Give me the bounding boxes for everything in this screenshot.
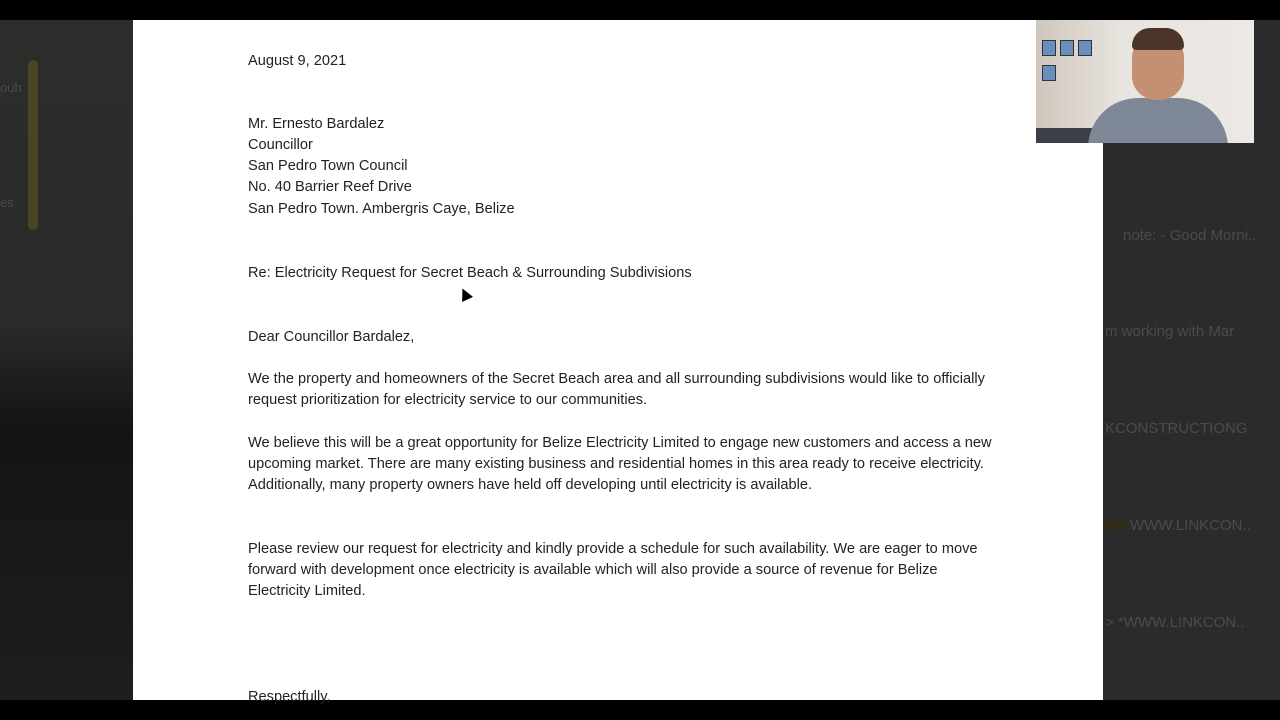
background-list-item: KCONSTRUCTIONG — [1105, 420, 1248, 437]
letter-paragraph: Please review our request for electricity and kindly provide a schedule for such availability. We are eager to move forward with development once electricity is available which will also provide a source of revenue for Belize Electricity Limited. — [248, 541, 978, 600]
recipient-title: Councillor — [248, 137, 313, 153]
letter-salutation: Dear Councillor Bardalez, — [248, 329, 415, 345]
presenter-hair-image — [1132, 28, 1184, 50]
recipient-name: Mr. Ernesto Bardalez — [248, 116, 385, 132]
background-text: ouh — [0, 80, 22, 95]
background-text: es — [0, 195, 14, 210]
letter-paragraph: We the property and homeowners of the Secret Beach area and all surrounding subdivisions would like to officially request prioritization for electricity service to our communities. — [248, 371, 985, 409]
recipient-city: San Pedro Town. Ambergris Caye, Belize — [248, 201, 515, 217]
background-decoration — [28, 60, 38, 230]
recipient-organization: San Pedro Town Council — [248, 158, 408, 174]
letter-document — [133, 20, 1103, 705]
presenter-body-image — [1088, 98, 1228, 143]
background-list-item: > *WWW.LINKCON.. — [1105, 614, 1245, 631]
background-list-item: het WWW.LINKCON.. — [1105, 517, 1251, 534]
wall-frames-image — [1040, 38, 1100, 78]
webcam-overlay — [1036, 20, 1254, 143]
sofa-image — [1036, 128, 1096, 143]
letter-subject: Re: Electricity Request for Secret Beach & Surrounding Subdivisions — [248, 265, 692, 281]
letter-date: August 9, 2021 — [248, 53, 347, 69]
letter-closing: Respectfully, — [248, 689, 331, 705]
background-list-item: m working with Mar — [1105, 323, 1235, 340]
recipient-address: No. 40 Barrier Reef Drive — [248, 179, 412, 195]
background-left-panel — [0, 20, 133, 700]
background-list-item: note: - Good Morni.. — [1123, 227, 1257, 244]
letter-paragraph: We believe this will be a great opportunity for Belize Electricity Limited to engage new customers and access a new upcoming market. There are many existing business and residential homes in this area ready to receive electricity. Additionally, many property owners have held off developing until electricity is available. — [248, 435, 992, 494]
